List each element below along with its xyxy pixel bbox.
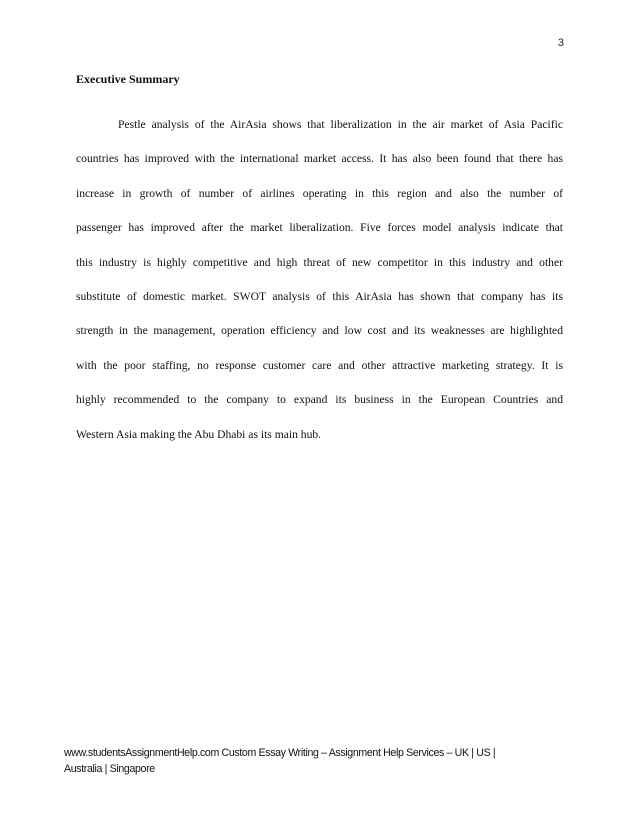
paragraph-line: passenger has improved after the market liberalization. Five forces model analysis indicate that (76, 221, 563, 235)
paragraph-line: highly recommended to the company to expand its business in the European Countries and (76, 393, 563, 407)
paragraph-line: with the poor staffing, no response customer care and other attractive marketing strategy. It is (76, 358, 563, 372)
paragraph-line: Western Asia making the Abu Dhabi as its main hub. (76, 427, 322, 441)
paragraph-line: Pestle analysis of the AirAsia shows that liberalization in the air market of Asia Pacific (118, 118, 563, 131)
page-number: 3 (557, 37, 564, 49)
footer-line: Australia | Singapore (64, 763, 155, 775)
paragraph-line: increase in growth of number of airlines operating in this region and also the number of (76, 186, 563, 200)
page-footer (64, 745, 564, 777)
section-heading: Executive Summary (76, 72, 180, 86)
paragraph-line: substitute of domestic market. SWOT analysis of this AirAsia has shown that company has its (76, 289, 563, 303)
paragraph-line: strength in the management, operation efficiency and low cost and its weaknesses are highlighted (76, 324, 563, 338)
footer-line: www.studentsAssignmentHelp.com Custom Essay Writing – Assignment Help Services – UK | US | (64, 747, 496, 759)
paragraph-line: countries has improved with the international market access. It has also been found that there has (76, 152, 563, 166)
executive-summary-paragraph (76, 108, 563, 452)
paragraph-line: this industry is highly competitive and high threat of new competitor in this industry and other (76, 255, 563, 269)
